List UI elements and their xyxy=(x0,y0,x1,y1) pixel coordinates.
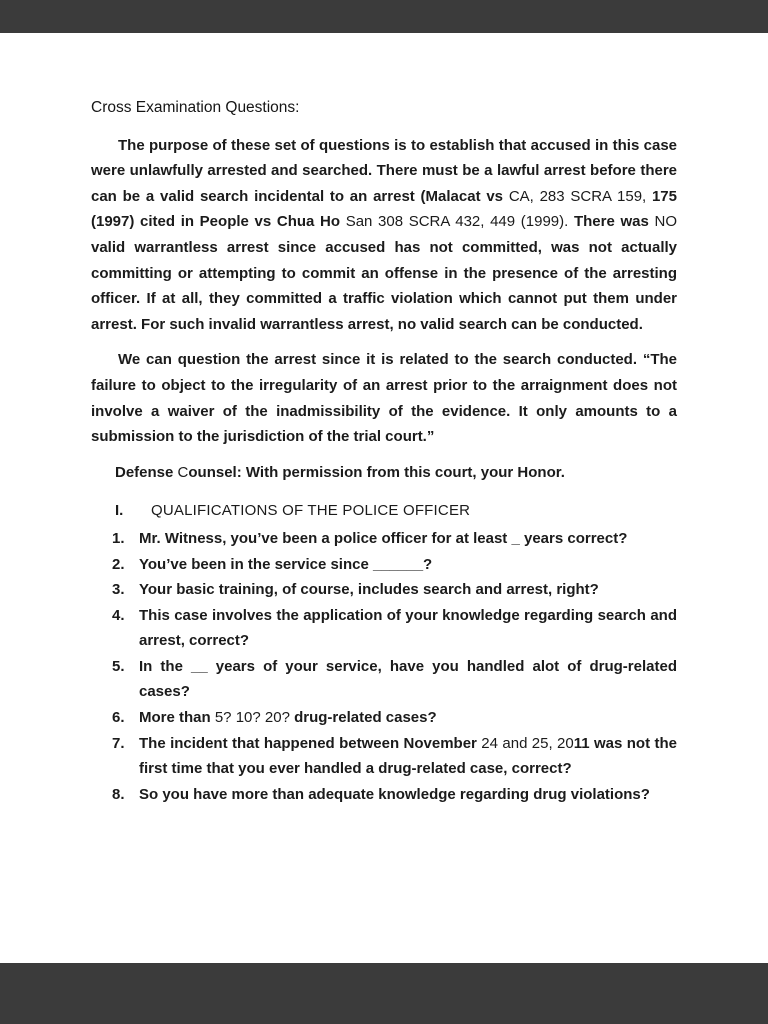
question-number: 7. xyxy=(112,734,125,752)
questions-list xyxy=(91,526,677,808)
question-text xyxy=(139,577,677,603)
question-number: 3. xyxy=(112,581,125,599)
section-heading xyxy=(91,498,677,524)
question-number: 2. xyxy=(112,555,125,573)
question-item xyxy=(112,552,677,578)
question-text xyxy=(139,731,677,782)
question-number: 1. xyxy=(112,529,125,547)
question-item xyxy=(112,705,677,731)
text-run: Mr. Witness, you’ve been a police officer for at least _ years correct? xyxy=(139,529,628,547)
text-run: 11 was not the first time that you ever handled a drug-related case, correct? xyxy=(139,734,677,778)
document-title: Cross Examination Questions: xyxy=(91,99,300,116)
question-number: 4. xyxy=(112,606,125,624)
document-page xyxy=(0,33,768,963)
text-run: NO xyxy=(654,213,677,231)
text-run: The purpose of these set of questions is to establish that accused in this case were unlawfully arrested and searched. There must be a lawful arrest before there can be a valid search incidental to an arrest (Malacat vs xyxy=(91,136,677,205)
question-text xyxy=(139,603,677,654)
text-run: 5? 10? 20? xyxy=(214,709,295,727)
question-number: 6. xyxy=(112,709,125,727)
question-text xyxy=(139,526,677,552)
question-number: 5. xyxy=(112,657,125,675)
text-run: 175 (1997) cited in People vs Chua Ho xyxy=(91,187,677,231)
text-run: You’ve been in the service since ______? xyxy=(139,555,433,573)
text-run: Your basic training, of course, includes search and arrest, right? xyxy=(139,581,599,599)
text-run: C xyxy=(177,463,189,481)
text-run: valid warrantless arrest since accused has not committed, was not actually committing or attempting to commit an offense in the presence of the arresting officer. If at all, they committed a traffic violation which cannot put them under arrest. For such invalid warrantless arrest, no valid search can be conducted. xyxy=(91,238,677,333)
text-run: So you have more than adequate knowledge regarding drug violations? xyxy=(139,785,650,803)
text-run: Defense xyxy=(115,463,178,481)
viewer-bottom-bar xyxy=(0,963,768,1024)
text-run: In the __ years of your service, have you handled alot of drug-related cases? xyxy=(139,657,677,701)
question-item xyxy=(112,731,677,782)
section-title: QUALIFICATIONS OF THE POLICE OFFICER xyxy=(151,502,471,520)
viewer-top-bar xyxy=(0,0,768,33)
defense-counsel-line xyxy=(91,460,677,486)
text-run: San 308 SCRA 432, 449 (1999). xyxy=(345,213,574,231)
text-run: More than xyxy=(139,709,215,727)
question-text xyxy=(139,705,677,731)
question-text xyxy=(139,552,677,578)
question-item xyxy=(112,577,677,603)
text-run: We can question the arrest since it is related to the search conducted. “The failure to object to the irregularity of an arrest prior to the arraignment does not involve a waiver of the inadmissibility of the evidence. It only amounts to a submission to the jurisdiction of the trial court.” xyxy=(91,351,677,446)
text-run: CA, 283 SCRA 159, xyxy=(508,187,652,205)
text-run: drug-related cases? xyxy=(294,709,437,727)
question-item xyxy=(112,603,677,654)
question-item xyxy=(112,654,677,705)
question-item xyxy=(112,782,677,808)
text-run: This case involves the application of your knowledge regarding search and arrest, correct? xyxy=(139,606,677,650)
text-run: ounsel: With permission from this court, your Honor. xyxy=(188,463,565,481)
question-text xyxy=(139,654,677,705)
text-run: 24 and 25, 20 xyxy=(481,734,574,752)
section-numeral: I. xyxy=(115,502,124,520)
question-number: 8. xyxy=(112,785,125,803)
question-text xyxy=(139,782,677,808)
paragraph-question-arrest xyxy=(91,347,677,449)
text-run: There was xyxy=(573,213,655,231)
question-item xyxy=(112,526,677,552)
paragraph-purpose xyxy=(91,133,677,338)
text-run: The incident that happened between November xyxy=(139,734,482,752)
